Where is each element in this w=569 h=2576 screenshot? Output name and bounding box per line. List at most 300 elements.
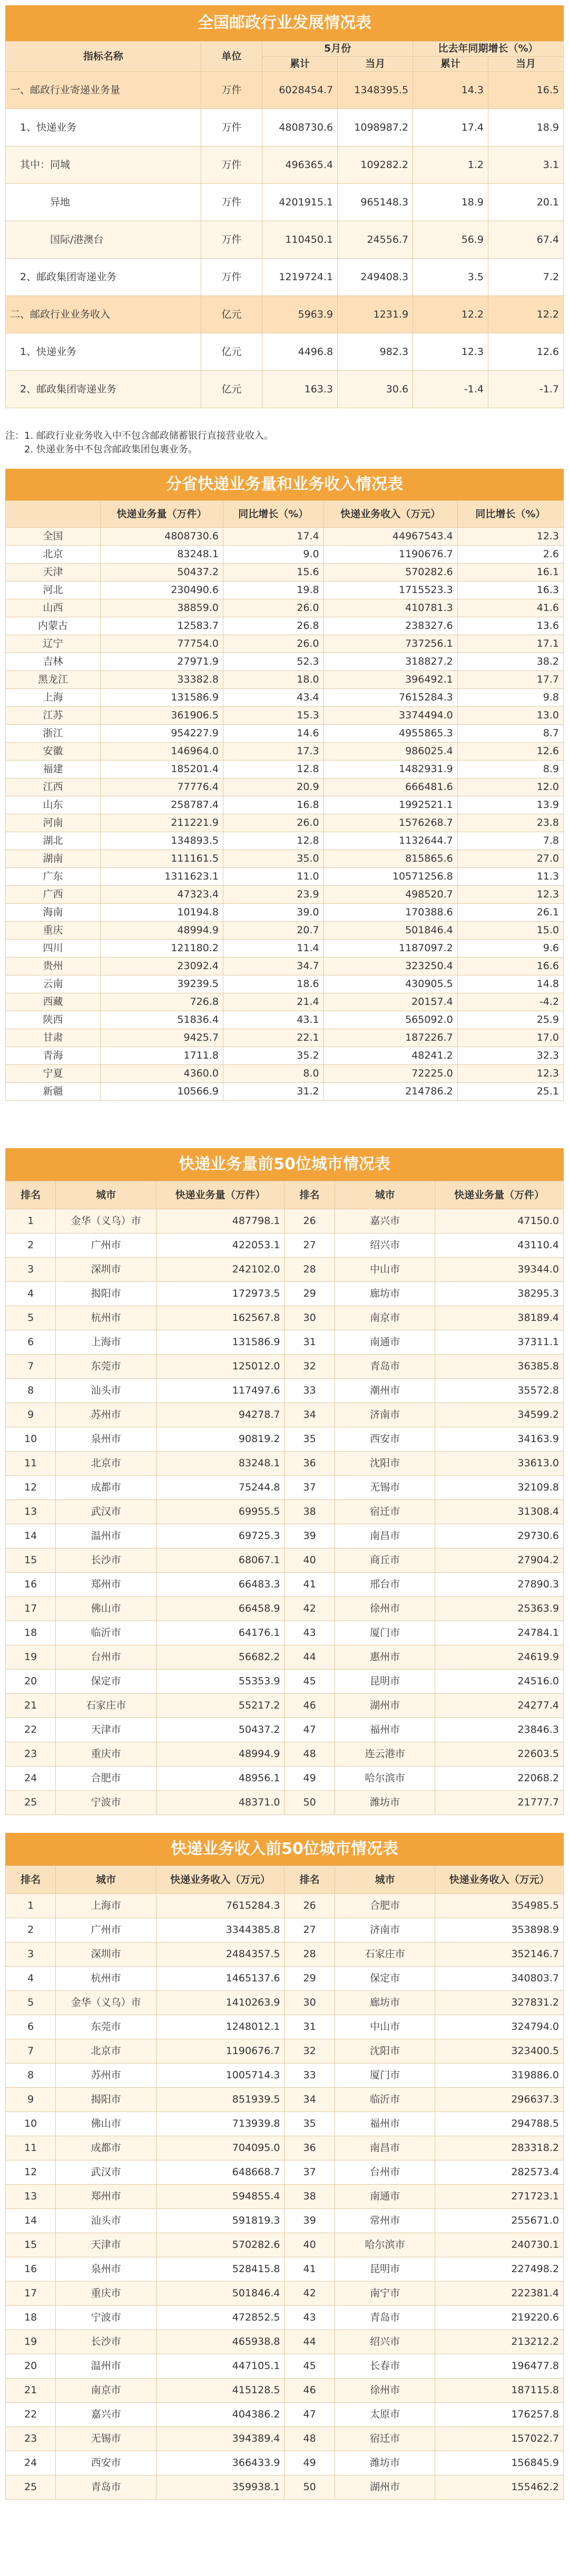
table-cell: 8 xyxy=(6,1379,56,1403)
table-row xyxy=(6,653,564,671)
table-cell: 1、快递业务 xyxy=(6,333,201,371)
table-cell: 16.5 xyxy=(488,72,564,109)
table-cell: 44 xyxy=(284,2330,335,2354)
table-row xyxy=(6,528,564,546)
table-row xyxy=(6,1548,564,1573)
table-cell: 56682.2 xyxy=(156,1645,284,1670)
table-cell: 430905.5 xyxy=(323,975,457,993)
table-cell: 哈尔滨市 xyxy=(335,1766,435,1791)
table-cell: 杭州市 xyxy=(56,1306,156,1330)
table-cell: 17.7 xyxy=(457,671,563,689)
table-cell: 319886.0 xyxy=(435,2064,564,2088)
table-cell: 22.1 xyxy=(223,1029,323,1047)
table-cell: 南宁市 xyxy=(335,2282,435,2306)
table-cell: 40 xyxy=(284,2233,335,2257)
table-cell: 10571256.8 xyxy=(323,868,457,886)
table-cell: 北京 xyxy=(6,546,101,564)
table-cell: 南昌市 xyxy=(335,2136,435,2160)
table-cell: 13.6 xyxy=(457,617,563,635)
table-cell: 万件 xyxy=(201,146,262,184)
table-cell: 352146.7 xyxy=(435,1942,564,1967)
table-cell: 20.9 xyxy=(223,778,323,796)
table-cell: 11.3 xyxy=(457,868,563,886)
table-cell: 66458.9 xyxy=(156,1597,284,1621)
header-volume-2: 快递业务量（万件） xyxy=(435,1181,564,1209)
table-cell: 37311.1 xyxy=(435,1330,564,1355)
table-cell: 28 xyxy=(284,1258,335,1282)
table-cell: 27904.2 xyxy=(435,1548,564,1573)
table-cell: 31.2 xyxy=(223,1083,323,1101)
table-cell: 366433.9 xyxy=(156,2451,284,2475)
table-cell: 12.6 xyxy=(488,333,564,371)
table-cell: 318827.2 xyxy=(323,653,457,671)
table-cell: 4808730.6 xyxy=(262,109,338,146)
table-cell: 34599.2 xyxy=(435,1403,564,1427)
table-cell: 77754.0 xyxy=(101,635,223,653)
table-cell: 5 xyxy=(6,1991,56,2015)
table-cell: 21.4 xyxy=(223,993,323,1011)
table-row xyxy=(6,1967,564,1991)
table-cell: 13 xyxy=(6,1500,56,1524)
table-row xyxy=(6,2330,564,2354)
table-cell: 南京市 xyxy=(335,1306,435,1330)
table-cell: 23 xyxy=(6,2427,56,2451)
table-cell: 15.3 xyxy=(223,707,323,725)
table-cell: 48994.9 xyxy=(156,1742,284,1766)
table-cell: 954227.9 xyxy=(101,725,223,743)
table-row xyxy=(6,886,564,904)
table-cell: 9.6 xyxy=(457,940,563,958)
table-cell: 东莞市 xyxy=(56,1355,156,1379)
table-cell: 太原市 xyxy=(335,2403,435,2427)
table-row xyxy=(6,1524,564,1548)
table-cell: 石家庄市 xyxy=(335,1942,435,1967)
header-revenue-2: 快递业务收入（万元） xyxy=(435,1866,564,1894)
table-cell: 2 xyxy=(6,1233,56,1258)
table-cell: 36385.8 xyxy=(435,1355,564,1379)
table-cell: 50 xyxy=(284,2475,335,2500)
table-cell: 14 xyxy=(6,2209,56,2233)
table-cell: 38859.0 xyxy=(101,599,223,617)
table-cell: 临沂市 xyxy=(56,1621,156,1645)
table-cell: 12.3 xyxy=(457,528,563,546)
table-cell: 30 xyxy=(284,1991,335,2015)
table-cell: 66483.3 xyxy=(156,1573,284,1597)
table-cell: 32109.8 xyxy=(435,1476,564,1500)
table-row xyxy=(6,1894,564,1918)
table-cell: 47323.4 xyxy=(101,886,223,904)
table-cell: 19.8 xyxy=(223,581,323,599)
table-cell: 16 xyxy=(6,1573,56,1597)
table-cell: 二、邮政行业业务收入 xyxy=(6,296,201,333)
table-cell: 528415.8 xyxy=(156,2257,284,2282)
table-row xyxy=(6,1065,564,1083)
header-growth-month: 当月 xyxy=(488,56,564,72)
table-cell: 14 xyxy=(6,1524,56,1548)
table-cell: 50 xyxy=(284,1791,335,1815)
table-cell: 69955.5 xyxy=(156,1500,284,1524)
table-cell: 廊坊市 xyxy=(335,1991,435,2015)
table-cell: 24277.4 xyxy=(435,1694,564,1718)
table-cell: 29730.6 xyxy=(435,1524,564,1548)
table-cell: 成都市 xyxy=(56,1476,156,1500)
table-cell: 40 xyxy=(284,1548,335,1573)
table-cell: 万件 xyxy=(201,184,262,221)
table-cell: 重庆 xyxy=(6,922,101,940)
table-row xyxy=(6,1500,564,1524)
table-cell: 其中：同城 xyxy=(6,146,201,184)
table-cell: 7615284.3 xyxy=(323,689,457,707)
table-title: 快递业务量前50位城市情况表 xyxy=(5,1148,564,1181)
table-cell: 30.6 xyxy=(338,371,413,408)
table-cell: 6028454.7 xyxy=(262,72,338,109)
table-cell: 359938.1 xyxy=(156,2475,284,2500)
table-cell: 12.2 xyxy=(488,296,564,333)
table-cell: 242102.0 xyxy=(156,1258,284,1282)
table-cell: 13.9 xyxy=(457,796,563,814)
table-cell: 4496.8 xyxy=(262,333,338,371)
table-cell: 上海市 xyxy=(56,1330,156,1355)
table-row xyxy=(6,2354,564,2378)
city-volume-top50-table xyxy=(5,1148,564,1815)
header-volume-growth: 同比增长（%） xyxy=(223,501,323,528)
table-cell: 7 xyxy=(6,2039,56,2064)
header-cumulative: 累计 xyxy=(262,56,338,72)
table-cell: 39239.5 xyxy=(101,975,223,993)
table-cell: 37 xyxy=(284,2160,335,2185)
table-cell: 10 xyxy=(6,2112,56,2136)
table-cell: 18.0 xyxy=(223,671,323,689)
table-cell: 23092.4 xyxy=(101,958,223,975)
table-cell: 43.4 xyxy=(223,689,323,707)
table-cell: 32 xyxy=(284,1355,335,1379)
table-cell: 47 xyxy=(284,2403,335,2427)
table-cell: 33 xyxy=(284,1379,335,1403)
table-cell: 240730.1 xyxy=(435,2233,564,2257)
table-cell: 金华（义乌）市 xyxy=(56,1209,156,1233)
table-title: 分省快递业务量和业务收入情况表 xyxy=(5,469,564,500)
table-cell: 苏州市 xyxy=(56,1403,156,1427)
table-cell: 1711.8 xyxy=(101,1047,223,1065)
table-row xyxy=(6,725,564,743)
table-row xyxy=(6,146,564,184)
table-cell: 72225.0 xyxy=(323,1065,457,1083)
table-cell: 西安市 xyxy=(56,2451,156,2475)
table-cell: 异地 xyxy=(6,184,201,221)
table-cell: 天津市 xyxy=(56,2233,156,2257)
table-cell: 15 xyxy=(6,1548,56,1573)
table-row xyxy=(6,2451,564,2475)
table-row xyxy=(6,1258,564,1282)
table-cell: 青岛市 xyxy=(56,2475,156,2500)
table-cell: 重庆市 xyxy=(56,2282,156,2306)
table-cell: 泉州市 xyxy=(56,2257,156,2282)
note-1: 注：1. 邮政行业业务收入中不包含邮政储蓄银行直接营业收入。 xyxy=(5,430,273,441)
table-cell: 连云港市 xyxy=(335,1742,435,1766)
table-cell: 青岛市 xyxy=(335,2306,435,2330)
table-cell: 117497.6 xyxy=(156,1379,284,1403)
table-cell: 3344385.8 xyxy=(156,1918,284,1942)
table-cell: 34 xyxy=(284,2088,335,2112)
table-cell: 29 xyxy=(284,1967,335,1991)
table-cell: 25 xyxy=(6,1791,56,1815)
table-cell: 22603.5 xyxy=(435,1742,564,1766)
table-cell: 55353.9 xyxy=(156,1670,284,1694)
table-cell: 3374494.0 xyxy=(323,707,457,725)
table-cell: 重庆市 xyxy=(56,1742,156,1766)
table-row xyxy=(6,778,564,796)
table-row xyxy=(6,671,564,689)
table-cell: 737256.1 xyxy=(323,635,457,653)
table-cell: 21 xyxy=(6,1694,56,1718)
table-cell: 131586.9 xyxy=(101,689,223,707)
table-cell: 23.8 xyxy=(457,814,563,832)
table-cell: 17 xyxy=(6,1597,56,1621)
table-cell: 保定市 xyxy=(56,1670,156,1694)
table-cell: 594855.4 xyxy=(156,2185,284,2209)
table-cell: 武汉市 xyxy=(56,1500,156,1524)
table-cell: 17.4 xyxy=(223,528,323,546)
table-cell: 15.6 xyxy=(223,564,323,581)
table-cell: 青岛市 xyxy=(335,1355,435,1379)
table-cell: 潮州市 xyxy=(335,1379,435,1403)
table-cell: 38295.3 xyxy=(435,1282,564,1306)
table-row xyxy=(6,761,564,778)
table-cell: 9.0 xyxy=(223,546,323,564)
table-cell: 43 xyxy=(284,1621,335,1645)
table-cell: 13.0 xyxy=(457,707,563,725)
table-row xyxy=(6,1621,564,1645)
header-revenue: 快递业务收入（万元） xyxy=(156,1866,284,1894)
table-row xyxy=(6,1379,564,1403)
table-cell: 30 xyxy=(284,1306,335,1330)
table-cell: 2.6 xyxy=(457,546,563,564)
header-province xyxy=(6,501,101,528)
table-cell: 14.3 xyxy=(413,72,488,109)
table-cell: 8.9 xyxy=(457,761,563,778)
table-cell: 亿元 xyxy=(201,371,262,408)
table-cell: 851939.5 xyxy=(156,2088,284,2112)
header-indicator: 指标名称 xyxy=(6,42,201,72)
table-cell: 35572.8 xyxy=(435,1379,564,1403)
table-cell: 1005714.3 xyxy=(156,2064,284,2088)
table-cell: 24784.1 xyxy=(435,1621,564,1645)
table-cell: 深圳市 xyxy=(56,1942,156,1967)
table-cell: 713939.8 xyxy=(156,2112,284,2136)
table-cell: 1187097.2 xyxy=(323,940,457,958)
table-cell: 17.0 xyxy=(457,1029,563,1047)
table-row xyxy=(6,1282,564,1306)
table-cell: 219220.6 xyxy=(435,2306,564,2330)
table-cell: 1190676.7 xyxy=(156,2039,284,2064)
table-cell: 222381.4 xyxy=(435,2282,564,2306)
table-row xyxy=(6,1766,564,1791)
table-cell: 揭阳市 xyxy=(56,2088,156,2112)
table-cell: 23.9 xyxy=(223,886,323,904)
table-cell: 宿迁市 xyxy=(335,2427,435,2451)
table-cell: 厦门市 xyxy=(335,2064,435,2088)
table-cell: 26.0 xyxy=(223,814,323,832)
table-cell: 12.8 xyxy=(223,761,323,778)
header-volume: 快递业务量（万件） xyxy=(156,1181,284,1209)
table-cell: 9 xyxy=(6,1403,56,1427)
table-cell: 26 xyxy=(284,1209,335,1233)
table-cell: 422053.1 xyxy=(156,1233,284,1258)
table-cell: 25.9 xyxy=(457,1011,563,1029)
table-cell: 14.6 xyxy=(223,725,323,743)
header-rank: 排名 xyxy=(6,1866,56,1894)
table-cell: 海南 xyxy=(6,904,101,922)
table-cell: 282573.4 xyxy=(435,2160,564,2185)
table-cell: 1576268.7 xyxy=(323,814,457,832)
table-cell: 邢台市 xyxy=(335,1573,435,1597)
table-cell: 64176.1 xyxy=(156,1621,284,1645)
table-cell: 75244.8 xyxy=(156,1476,284,1500)
table-cell: 35.0 xyxy=(223,850,323,868)
table-cell: 110450.1 xyxy=(262,221,338,259)
table-cell: 24619.9 xyxy=(435,1645,564,1670)
table-cell: 7.8 xyxy=(457,832,563,850)
table-cell: 济南市 xyxy=(335,1918,435,1942)
table-cell: 福州市 xyxy=(335,1718,435,1742)
header-volume: 快递业务量（万件） xyxy=(101,501,223,528)
table-cell: 陕西 xyxy=(6,1011,101,1029)
table-cell: 49 xyxy=(284,2451,335,2475)
header-may: 5月份 xyxy=(262,42,413,57)
table-cell: 271723.1 xyxy=(435,2185,564,2209)
table-cell: 1992521.1 xyxy=(323,796,457,814)
table-row xyxy=(6,2015,564,2039)
table-cell: 上海 xyxy=(6,689,101,707)
table-row xyxy=(6,796,564,814)
table-cell: 1248012.1 xyxy=(156,2015,284,2039)
table-cell: 东莞市 xyxy=(56,2015,156,2039)
table-cell: 230490.6 xyxy=(101,581,223,599)
table-cell: 227498.2 xyxy=(435,2257,564,2282)
table-cell: 26.8 xyxy=(223,617,323,635)
table-cell: 48994.9 xyxy=(101,922,223,940)
table-cell: 贵州 xyxy=(6,958,101,975)
table-row xyxy=(6,635,564,653)
table-cell: 合肥市 xyxy=(335,1894,435,1918)
table-cell: 河北 xyxy=(6,581,101,599)
table-cell: 982.3 xyxy=(338,333,413,371)
header-rank: 排名 xyxy=(6,1181,56,1209)
table-cell: 揭阳市 xyxy=(56,1282,156,1306)
table-cell: 北京市 xyxy=(56,1452,156,1476)
table-cell: 临沂市 xyxy=(335,2088,435,2112)
table-cell: 4955865.3 xyxy=(323,725,457,743)
table-cell: 青海 xyxy=(6,1047,101,1065)
table-cell: 21 xyxy=(6,2378,56,2403)
table-cell: 465938.8 xyxy=(156,2330,284,2354)
table-cell: 34.7 xyxy=(223,958,323,975)
table-row xyxy=(6,689,564,707)
table-cell: 565092.0 xyxy=(323,1011,457,1029)
table-cell: 570282.6 xyxy=(156,2233,284,2257)
table-cell: 162567.8 xyxy=(156,1306,284,1330)
table-cell: 323250.4 xyxy=(323,958,457,975)
table-cell: 嘉兴市 xyxy=(56,2403,156,2427)
table-cell: 48241.2 xyxy=(323,1047,457,1065)
table-cell: 986025.4 xyxy=(323,743,457,761)
table-cell: 广州市 xyxy=(56,1233,156,1258)
table-cell: 51836.4 xyxy=(101,1011,223,1029)
table-cell: 潍坊市 xyxy=(335,1791,435,1815)
table-cell: 18.9 xyxy=(488,109,564,146)
table-cell: 1098987.2 xyxy=(338,109,413,146)
table-cell: 杭州市 xyxy=(56,1967,156,1991)
table-cell: 48371.0 xyxy=(156,1791,284,1815)
table-cell: 7615284.3 xyxy=(156,1894,284,1918)
table-cell: 1190676.7 xyxy=(323,546,457,564)
table-cell: 万件 xyxy=(201,109,262,146)
table-cell: 410781.3 xyxy=(323,599,457,617)
table-row xyxy=(6,2136,564,2160)
table-cell: 472852.5 xyxy=(156,2306,284,2330)
table-cell: 17.3 xyxy=(223,743,323,761)
table-cell: 13 xyxy=(6,2185,56,2209)
table-cell: 69725.3 xyxy=(156,1524,284,1548)
table-cell: 34163.9 xyxy=(435,1427,564,1452)
table-cell: 北京市 xyxy=(56,2039,156,2064)
header-growth: 比去年同期增长（%） xyxy=(413,42,564,57)
table-cell: 16.8 xyxy=(223,796,323,814)
table-row xyxy=(6,1029,564,1047)
table-row xyxy=(6,1645,564,1670)
table-cell: 496365.4 xyxy=(262,146,338,184)
table-cell: 黑龙江 xyxy=(6,671,101,689)
table-cell: 徐州市 xyxy=(335,1597,435,1621)
table-cell: 10566.9 xyxy=(101,1083,223,1101)
table-row xyxy=(6,1597,564,1621)
table-cell: 4808730.6 xyxy=(101,528,223,546)
table-cell: 万件 xyxy=(201,259,262,296)
table-cell: 全国 xyxy=(6,528,101,546)
header-rank-2: 排名 xyxy=(284,1181,335,1209)
table-row xyxy=(6,2209,564,2233)
table-cell: 18.9 xyxy=(413,184,488,221)
table-row xyxy=(6,1427,564,1452)
table-cell: 郑州市 xyxy=(56,2185,156,2209)
table-cell: 广州市 xyxy=(56,1918,156,1942)
table-cell: 38 xyxy=(284,2185,335,2209)
table-row xyxy=(6,1718,564,1742)
table-cell: 487798.1 xyxy=(156,1209,284,1233)
table-cell: 20.7 xyxy=(223,922,323,940)
table-cell: 长沙市 xyxy=(56,2330,156,2354)
table-cell: 台州市 xyxy=(335,2160,435,2185)
table-cell: 39.0 xyxy=(223,904,323,922)
table-cell: 14.8 xyxy=(457,975,563,993)
table-cell: 77776.4 xyxy=(101,778,223,796)
table-cell: 39344.0 xyxy=(435,1258,564,1282)
table-cell: 12.0 xyxy=(457,778,563,796)
table-cell: 83248.1 xyxy=(156,1452,284,1476)
table-cell: 27890.3 xyxy=(435,1573,564,1597)
table-cell: -4.2 xyxy=(457,993,563,1011)
table-row xyxy=(6,546,564,564)
table-cell: 46 xyxy=(284,1694,335,1718)
table-row xyxy=(6,1670,564,1694)
table-cell: 170388.6 xyxy=(323,904,457,922)
table-cell: 郑州市 xyxy=(56,1573,156,1597)
table-cell: 354985.5 xyxy=(435,1894,564,1918)
table-cell: 22 xyxy=(6,2403,56,2427)
table-cell: 中山市 xyxy=(335,2015,435,2039)
table-cell: 283318.2 xyxy=(435,2136,564,2160)
table-cell: 5963.9 xyxy=(262,296,338,333)
